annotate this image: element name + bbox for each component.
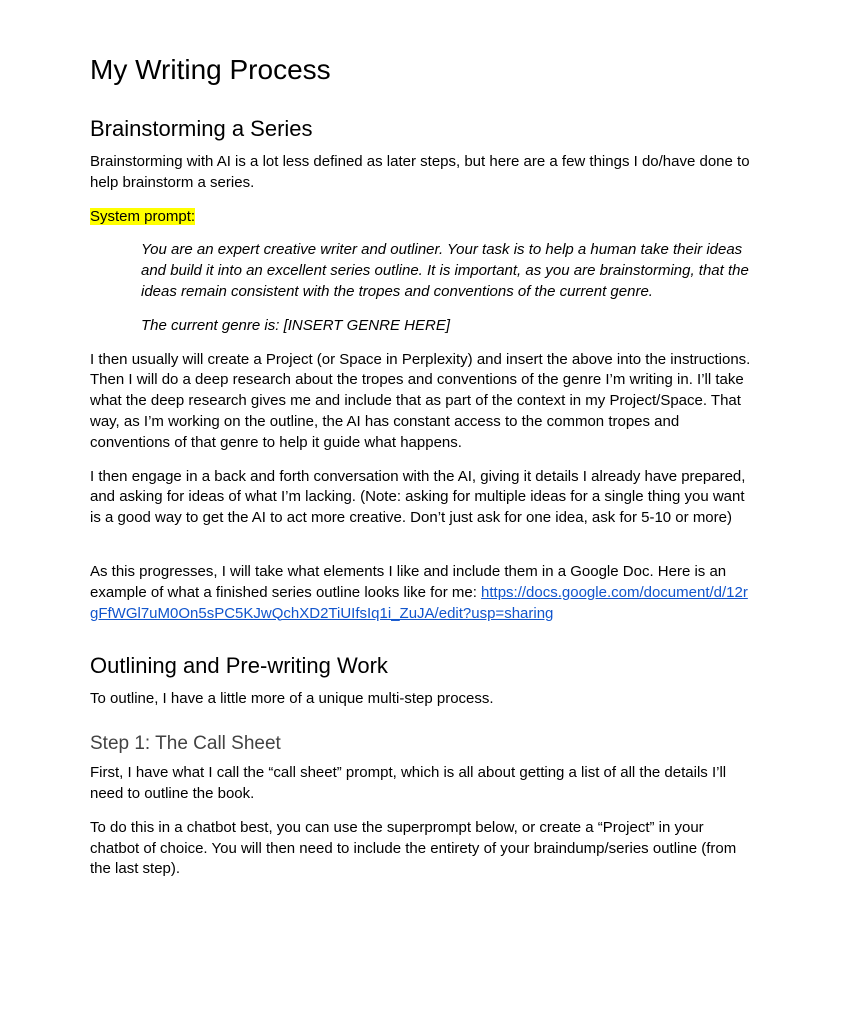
call-sheet-paragraph: First, I have what I call the “call sheet” prompt, which is all about getting a list of all the details I’ll need to outline the book.	[90, 764, 727, 802]
heading-outlining: Outlining and Pre-writing Work	[90, 653, 388, 679]
project-paragraph: I then usually will create a Project (or Space in Perplexity) and insert the above into the instructions. Then I will do a deep research about the tropes and conventions of the genre I’m writing in. I’ll take what the deep research gives me and include that as part of the context in my Project/Space. That way, as I’m working on the outline, the AI has constant access to the common tropes and conventions of that genre to help it guide what happens.	[90, 350, 751, 451]
system-prompt-quote: You are an expert creative writer and outliner. Your task is to help a human take their ideas and build it into an excellent series outline. It is important, as you are brainstorming, that the ideas remain consistent with the tropes and conventions of the current genre.	[141, 241, 749, 300]
blank-line	[90, 542, 756, 562]
system-prompt-label	[90, 207, 756, 228]
highlighted-text: System prompt:	[90, 207, 196, 225]
genre-quote: The current genre is: [INSERT GENRE HERE]	[141, 316, 450, 334]
google-doc-text: As this progresses, I will take what elements I like and include them in a Google Doc. Here is an example of what a finished series outline looks like for me:	[90, 562, 727, 601]
outlining-intro: To outline, I have a little more of a unique multi-step process.	[90, 690, 494, 708]
document-title: My Writing Process	[90, 54, 331, 85]
google-doc-paragraph	[90, 562, 756, 624]
brainstorm-intro: Brainstorming with AI is a lot less defined as later steps, but here are a few things I do/have done to help brainstorm a series.	[90, 153, 750, 191]
conversation-paragraph: I then engage in a back and forth conversation with the AI, giving it details I already have prepared, and asking for ideas of what I’m lacking. (Note: asking for multiple ideas for a single thing you want is a good way to get the AI to act more creative. Don’t just ask for one idea, ask for 5-10 or more)	[90, 467, 746, 527]
series-outline-link[interactable]: https://docs.google.com/document/d/12rgFfWGl7uM0On5sPC5KJwQchXD2TiUIfsIq1i_ZuJA/edit?usp=sharing	[90, 583, 748, 622]
heading-step1: Step 1: The Call Sheet	[90, 733, 281, 755]
chatbot-paragraph: To do this in a chatbot best, you can use the superprompt below, or create a “Project” in your chatbot of choice. You will then need to include the entirety of your braindump/series outline (from the last step).	[90, 818, 737, 878]
heading-brainstorming: Brainstorming a Series	[90, 116, 313, 141]
